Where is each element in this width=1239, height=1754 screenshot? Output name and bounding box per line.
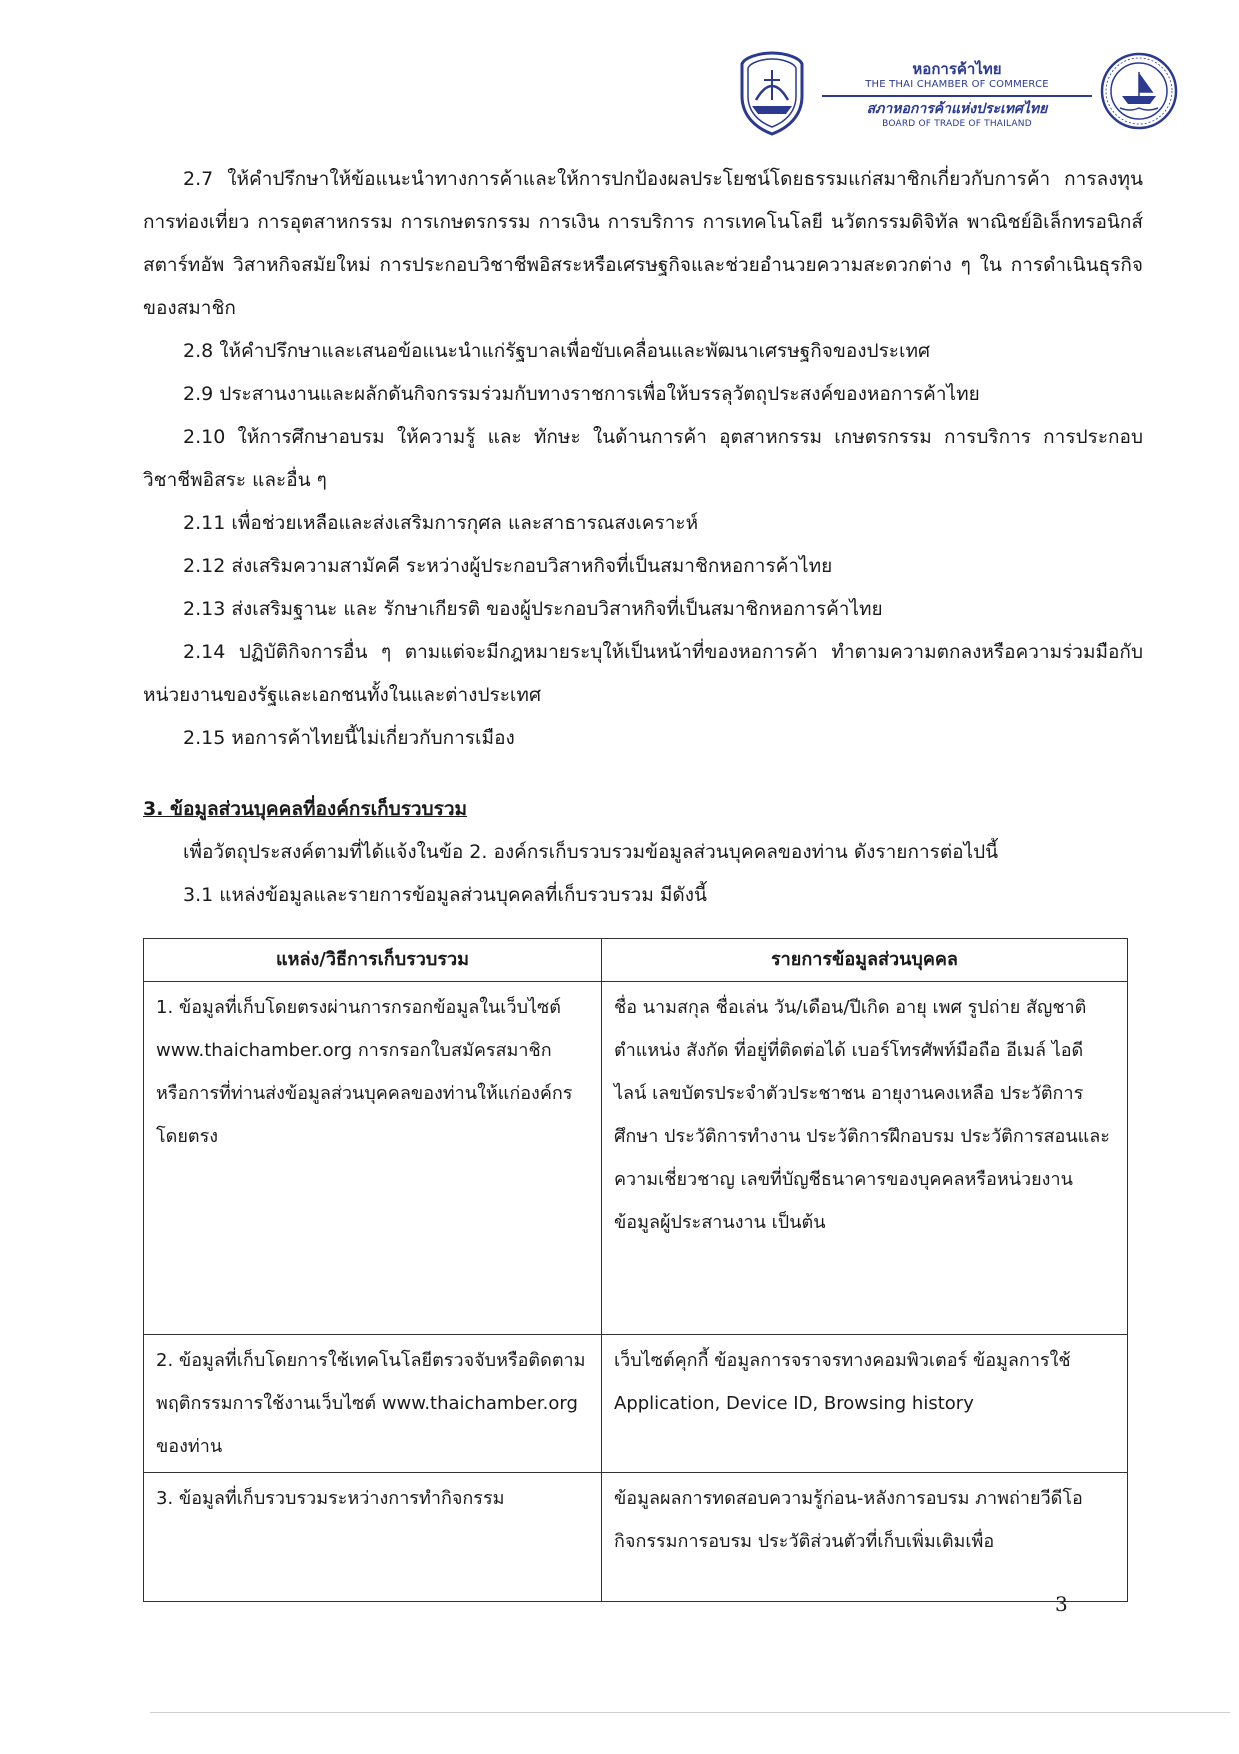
org-name-th: หอการค้าไทย	[912, 60, 1002, 78]
paragraph-2-10: 2.10 ให้การศึกษาอบรม ให้ความรู้ และ ทักษะ ในด้านการค้า อุตสาหกรรม เกษตรกรรม การบริการ การประกอบวิชาชีพอิสระ และอื่น ๆ	[143, 426, 1143, 491]
paragraph-2-15: 2.15 หอการค้าไทยนี้ไม่เกี่ยวกับการเมือง	[183, 727, 515, 749]
paragraph-2-13: 2.13 ส่งเสริมฐานะ และ รักษาเกียรติ ของผู้ประกอบวิสาหกิจที่เป็นสมาชิกหอการค้าไทย	[183, 598, 883, 620]
header-divider	[822, 95, 1092, 97]
header-source-method: แหล่ง/วิธีการเก็บรวบรวม	[144, 939, 602, 982]
table-row	[144, 1335, 1128, 1473]
organization-name-block	[822, 60, 1092, 130]
document-body	[143, 158, 1143, 917]
paragraph-2-11: 2.11 เพื่อช่วยเหลือและส่งเสริมการกุศล และสาธารณสงเคราะห์	[183, 512, 699, 534]
paragraph-2-8: 2.8 ให้คำปรึกษาและเสนอข้อแนะนำแก่รัฐบาลเพื่อขับเคลื่อนและพัฒนาเศรษฐกิจของประเทศ	[183, 340, 931, 362]
source-cell: 3. ข้อมูลที่เก็บรวบรวมระหว่างการทำกิจกรรม	[144, 1473, 602, 1602]
thai-chamber-emblem-icon	[738, 50, 806, 136]
header-data-items: รายการข้อมูลส่วนบุคคล	[602, 939, 1128, 982]
table-row	[144, 1473, 1128, 1602]
items-cell: ชื่อ นามสกุล ชื่อเล่น วัน/เดือน/ปีเกิด อายุ เพศ รูปถ่าย สัญชาติ ตำแหน่ง สังกัด ที่อยู่ที่ติดต่อได้ เบอร์โทรศัพท์มือถือ อีเมล์ ไอดีไลน์ เลขบัตรประจำตัวประชาชน อายุงานคงเหลือ ประวัติการศึกษา ประวัติการทำงาน ประวัติการฝึกอบรม ประวัติการสอนและความเชี่ยวชาญ เลขที่บัญชีธนาคารของบุคคลหรือหน่วยงาน ข้อมูลผู้ประสานงาน เป็นต้น	[602, 982, 1128, 1335]
page-number: 3	[1055, 1592, 1068, 1616]
table-row	[144, 982, 1128, 1335]
paragraph-2-7: 2.7 ให้คำปรึกษาให้ข้อแนะนำทางการค้าและให้การปกป้องผลประโยชน์โดยธรรมแก่สมาชิกเกี่ยวกับการค้า การลงทุน การท่องเที่ยว การอุตสาหกรรม การเกษตรกรรม การเงิน การบริการ การเทคโนโลยี นวัตกรรมดิจิทัล พาณิชย์อิเล็กทรอนิกส์ สตาร์ทอัพ วิสาหกิจสมัยใหม่ การประกอบวิชาชีพอิสระหรือเศรษฐกิจและช่วยอำนวยความสะดวกต่าง ๆ ใน การดำเนินธุรกิจของสมาชิก	[143, 168, 1143, 319]
section-3-intro: เพื่อวัตถุประสงค์ตามที่ได้แจ้งในข้อ 2. องค์กรเก็บรวบรวมข้อมูลส่วนบุคคลของท่าน ดังรายการต่อไปนี้	[183, 841, 999, 863]
paragraph-2-9: 2.9 ประสานงานและผลักดันกิจกรรมร่วมกับทางราชการเพื่อให้บรรลุวัตถุประสงค์ของหอการค้าไทย	[183, 383, 980, 405]
board-name-th: สภาหอการค้าแห่งประเทศไทย	[866, 101, 1048, 117]
table-header-row	[144, 939, 1128, 982]
paragraph-2-12: 2.12 ส่งเสริมความสามัคคี ระหว่างผู้ประกอบวิสาหกิจที่เป็นสมาชิกหอการค้าไทย	[183, 555, 833, 577]
items-cell: ข้อมูลผลการทดสอบความรู้ก่อน-หลังการอบรม ภาพถ่ายวีดีโอกิจกรรมการอบรม ประวัติส่วนตัวที่เก็บเพิ่มเติมเพื่อ	[602, 1473, 1128, 1602]
section-3-title: 3. ข้อมูลส่วนบุคคลที่องค์กรเก็บรวบรวม	[143, 798, 468, 820]
board-name-en: BOARD OF TRADE OF THAILAND	[882, 119, 1032, 129]
paragraph-2-14: 2.14 ปฏิบัติกิจการอื่น ๆ ตามแต่จะมีกฎหมายระบุให้เป็นหน้าที่ของหอการค้า ทำตามความตกลงหรือความร่วมมือกับหน่วยงานของรัฐและเอกชนทั้งในและต่างประเทศ	[143, 641, 1143, 706]
source-cell: 1. ข้อมูลที่เก็บโดยตรงผ่านการกรอกข้อมูลในเว็บไซต์ www.thaichamber.org การกรอกใบสมัครสมาชิก หรือการที่ท่านส่งข้อมูลส่วนบุคคลของท่านให้แก่องค์กรโดยตรง	[144, 982, 602, 1335]
items-cell: เว็บไซต์คุกกี้ ข้อมูลการจราจรทางคอมพิวเตอร์ ข้อมูลการใช้ Application, Device ID, Browsing history	[602, 1335, 1128, 1473]
footer-rule	[150, 1712, 1230, 1713]
personal-data-table	[143, 938, 1128, 1602]
section-3-1-heading: 3.1 แหล่งข้อมูลและรายการข้อมูลส่วนบุคคลที่เก็บรวบรวม มีดังนี้	[183, 884, 708, 906]
org-name-en: THE THAI CHAMBER OF COMMERCE	[865, 79, 1049, 90]
letterhead	[738, 50, 1178, 140]
section-gap	[143, 760, 1143, 788]
board-of-trade-seal-icon	[1100, 52, 1178, 130]
source-cell: 2. ข้อมูลที่เก็บโดยการใช้เทคโนโลยีตรวจจับหรือติดตามพฤติกรรมการใช้งานเว็บไซต์ www.thaichamber.org ของท่าน	[144, 1335, 602, 1473]
